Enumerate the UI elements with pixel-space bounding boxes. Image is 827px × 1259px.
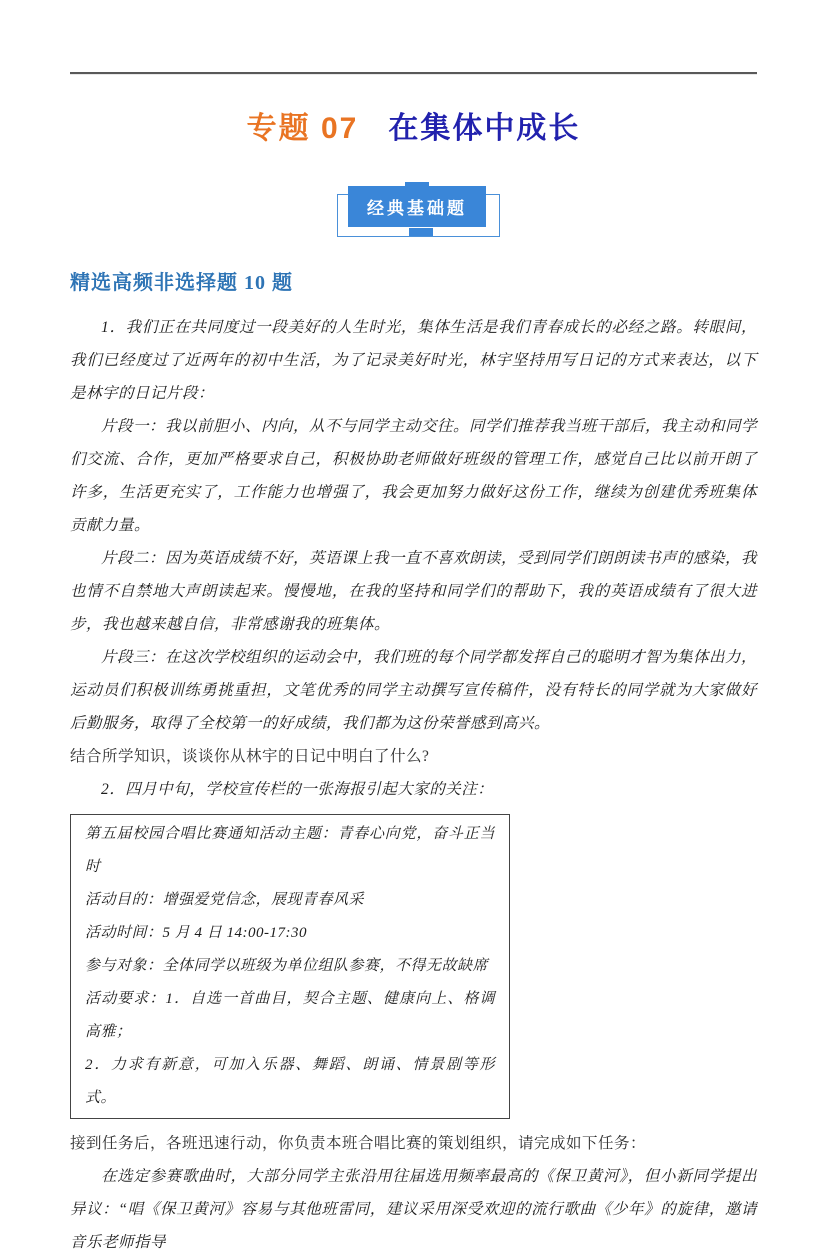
notice-line-time: 活动时间：5 月 4 日 14:00-17:30 xyxy=(85,925,307,941)
page-title-text: 在集体中成长 xyxy=(388,112,581,145)
header-rule xyxy=(70,72,757,75)
notice-box xyxy=(70,814,510,1119)
notice-line-requirement-1: 活动要求：1．自选一首曲目，契合主题、健康向上、格调高雅； xyxy=(85,991,495,1040)
notice-line-theme: 第五届校园合唱比赛通知活动主题：青春心向党，奋斗正当时 xyxy=(85,826,495,875)
section-heading: 精选高频非选择题 10 题 xyxy=(70,272,293,294)
notice-line-purpose: 活动目的：增强爱党信念，展现青春风采 xyxy=(85,892,365,908)
question2-discussion: 在选定参赛歌曲时，大部分同学主张沿用往届选用频率最高的《保卫黄河》，但小新同学提出异议：“唱《保卫黄河》容易与其他班雷同，建议采用深受欢迎的流行歌曲《少年》的旋律，邀请音乐老师指导 xyxy=(70,1168,757,1251)
page-title-number: 专题 07 xyxy=(246,112,359,145)
question1-prompt: 结合所学知识，谈谈你从林宇的日记中明白了什么? xyxy=(70,748,430,765)
diary-fragment-3: 片段三：在这次学校组织的运动会中，我们班的每个同学都发挥自己的聪明才智为集体出力，运动员们积极训练勇挑重担，文笔优秀的同学主动撰写宣传稿件，没有特长的同学就为大家做好后勤服务，取得了全校第一的好成绩，我们都为这份荣誉感到高兴。 xyxy=(70,649,758,732)
page-title xyxy=(0,103,827,147)
question2-task: 接到任务后，各班迅速行动，你负责本班合唱比赛的策划组织，请完成如下任务： xyxy=(70,1135,647,1152)
question2-intro: 2．四月中旬，学校宣传栏的一张海报引起大家的关注： xyxy=(101,781,494,798)
question1-intro: 1．我们正在共同度过一段美好的人生时光，集体生活是我们青春成长的必经之路。转眼间，我们已经度过了近两年的初中生活，为了记录美好时光，林宇坚持用写日记的方式来表达，以下是林宇的日记片段： xyxy=(70,319,757,402)
notice-line-participants: 参与对象：全体同学以班级为单位组队参赛，不得无故缺席 xyxy=(85,958,489,974)
diary-fragment-2: 片段二：因为英语成绩不好，英语课上我一直不喜欢朗读，受到同学们朗朗读书声的感染，我也情不自禁地大声朗读起来。慢慢地，在我的坚持和同学们的帮助下，我的英语成绩有了很大进步，我也越来越自信，非常感谢我的班集体。 xyxy=(70,550,758,633)
notice-line-requirement-2: 2．力求有新意，可加入乐器、舞蹈、朗诵、情景剧等形式。 xyxy=(85,1057,495,1106)
badge-label: 经典基础题 xyxy=(348,186,486,227)
document-body xyxy=(70,266,757,1259)
badge-bottom-tab xyxy=(409,228,433,236)
diary-fragment-1: 片段一：我以前胆小、内向，从不与同学主动交往。同学们推荐我当班干部后，我主动和同学们交流、合作，更加严格要求自己，积极协助老师做好班级的管理工作，感觉自己比以前开朗了许多，生活更充实了，工作能力也增强了，我会更加努力做好这份工作，继续为创建优秀班集体贡献力量。 xyxy=(70,418,758,534)
section-badge xyxy=(337,182,501,238)
